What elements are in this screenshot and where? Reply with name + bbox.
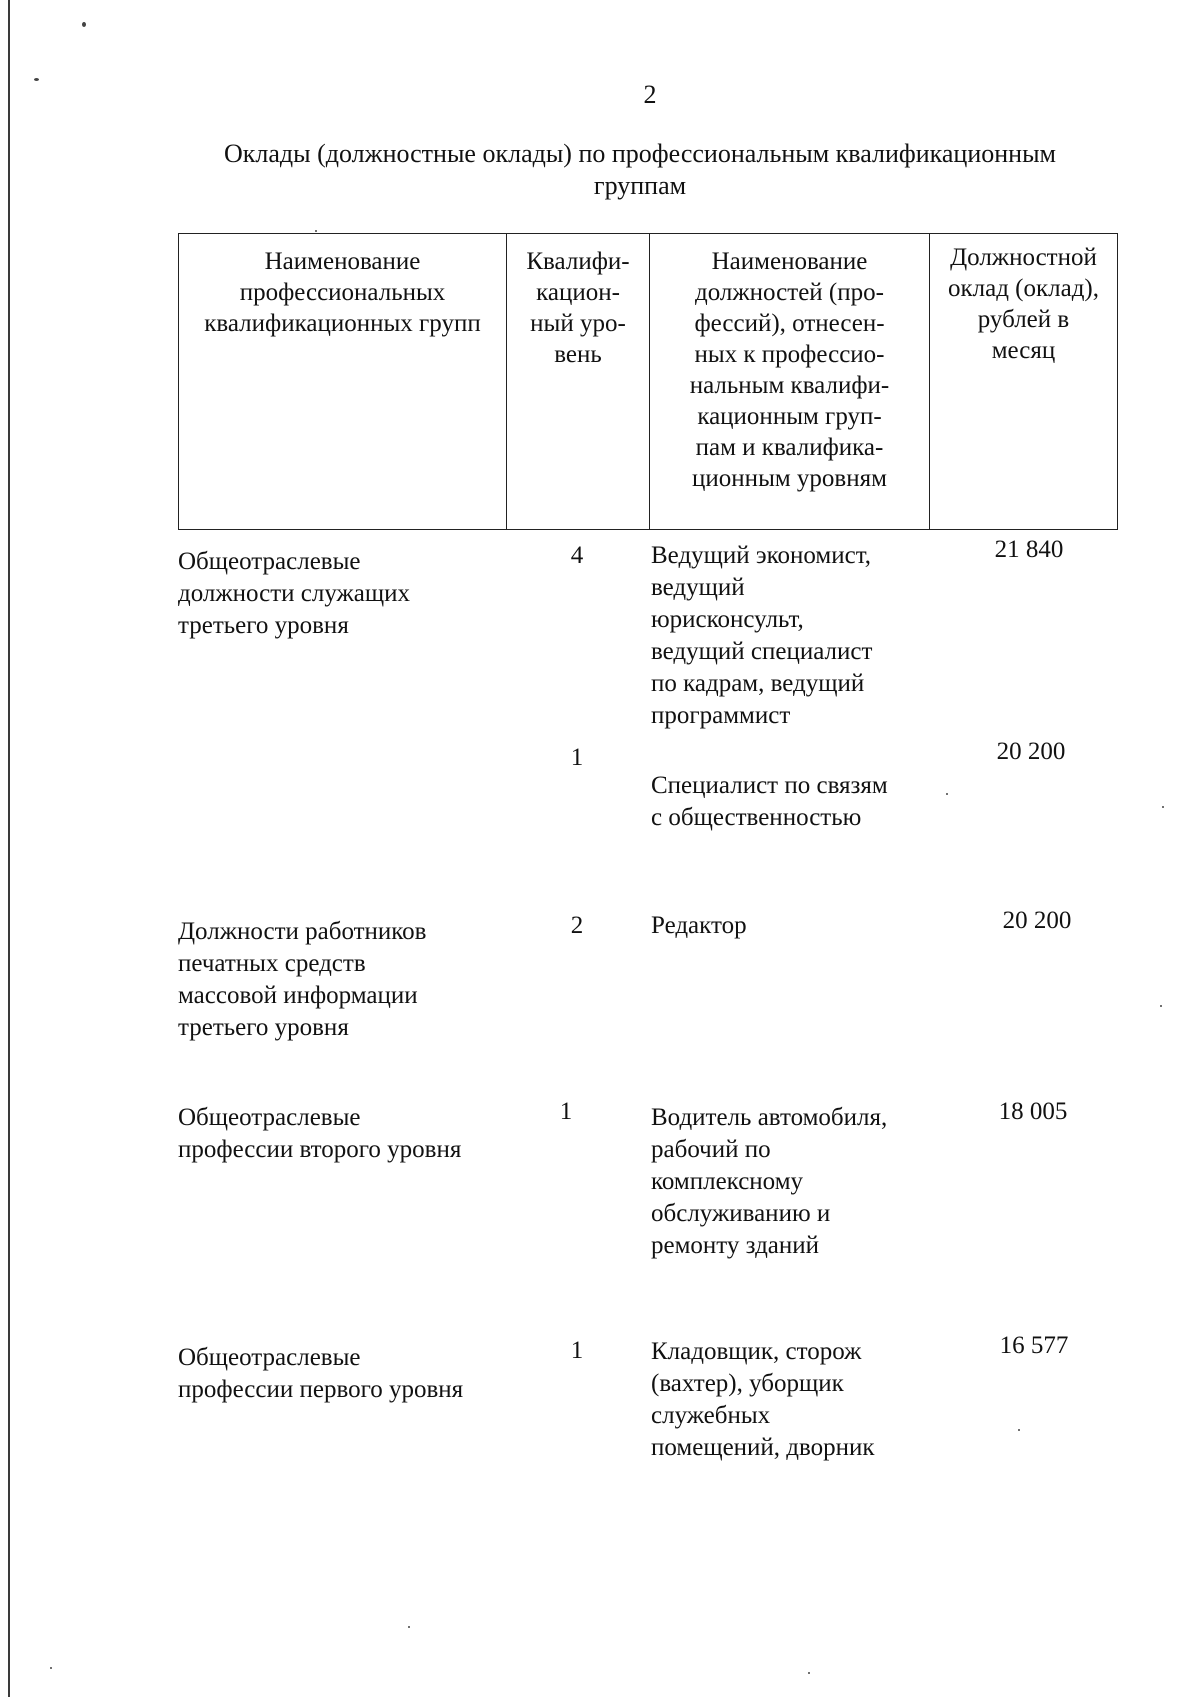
row-qualification-level: 1	[570, 744, 584, 771]
header-row	[179, 234, 1118, 530]
row-salary: 16 577	[999, 1332, 1069, 1359]
row-salary: 18 005	[998, 1098, 1068, 1125]
scan-speck	[946, 793, 948, 795]
row-group-name: Общеотраслевые профессии второго уровня	[178, 1104, 462, 1163]
scan-speck	[82, 22, 86, 27]
row-qualification-level: 1	[559, 1098, 573, 1125]
scan-speck	[50, 1667, 52, 1669]
scan-speck	[315, 230, 317, 232]
row-group-name: Должности работников печатных средств массовой информации третьего уровня	[178, 918, 427, 1041]
scan-speck	[1160, 1005, 1162, 1007]
header-position-names-text: Наименование должностей (про- фессий), отнесен- ных к профессио- нальным квалифи- кационным груп- пам и квалифика- ционным уровням	[689, 248, 890, 492]
header-qualification-level-text: Квалифи- кацион- ный уро- вень	[526, 248, 630, 368]
page-number: 2	[643, 80, 657, 109]
scan-speck	[1162, 806, 1164, 808]
header-salary-text: Должностной оклад (оклад), рублей в месяц	[947, 244, 1100, 364]
header-group-name	[179, 234, 507, 530]
row-position-names: Ведущий экономист, ведущий юрисконсульт, ведущий специалист по кадрам, ведущий программист	[651, 542, 873, 729]
document-title	[150, 138, 1130, 202]
header-salary	[930, 234, 1118, 530]
row-position-names: Водитель автомобиля, рабочий по комплексному обслуживанию и ремонту зданий	[651, 1104, 888, 1259]
row-position-names: Кладовщик, сторож (вахтер), уборщик служебных помещений, дворник	[651, 1338, 875, 1461]
row-position-names: Редактор	[651, 912, 747, 939]
row-salary: 20 200	[996, 738, 1066, 765]
header-qualification-level	[507, 234, 650, 530]
scan-speck	[1018, 1429, 1020, 1431]
document-title-text: Оклады (должностные оклады) по профессиональным квалификационным группам	[223, 139, 1057, 200]
row-qualification-level: 4	[570, 542, 584, 569]
scan-margin-line	[8, 0, 10, 1697]
row-group-name: Общеотраслевые должности служащих третьего уровня	[178, 548, 411, 639]
scan-speck	[408, 1626, 410, 1628]
row-qualification-level: 1	[570, 1337, 584, 1364]
scan-speck	[808, 1672, 810, 1674]
row-salary: 20 200	[1002, 907, 1072, 934]
header-group-name-text: Наименование профессиональных квалификационных групп	[204, 248, 481, 337]
row-group-name: Общеотраслевые профессии первого уровня	[178, 1344, 464, 1403]
header-position-names	[650, 234, 930, 530]
salary-table-header	[178, 233, 1118, 530]
row-position-names: Специалист по связям с общественностью	[651, 772, 888, 831]
row-salary: 21 840	[994, 536, 1064, 563]
row-qualification-level: 2	[570, 912, 584, 939]
